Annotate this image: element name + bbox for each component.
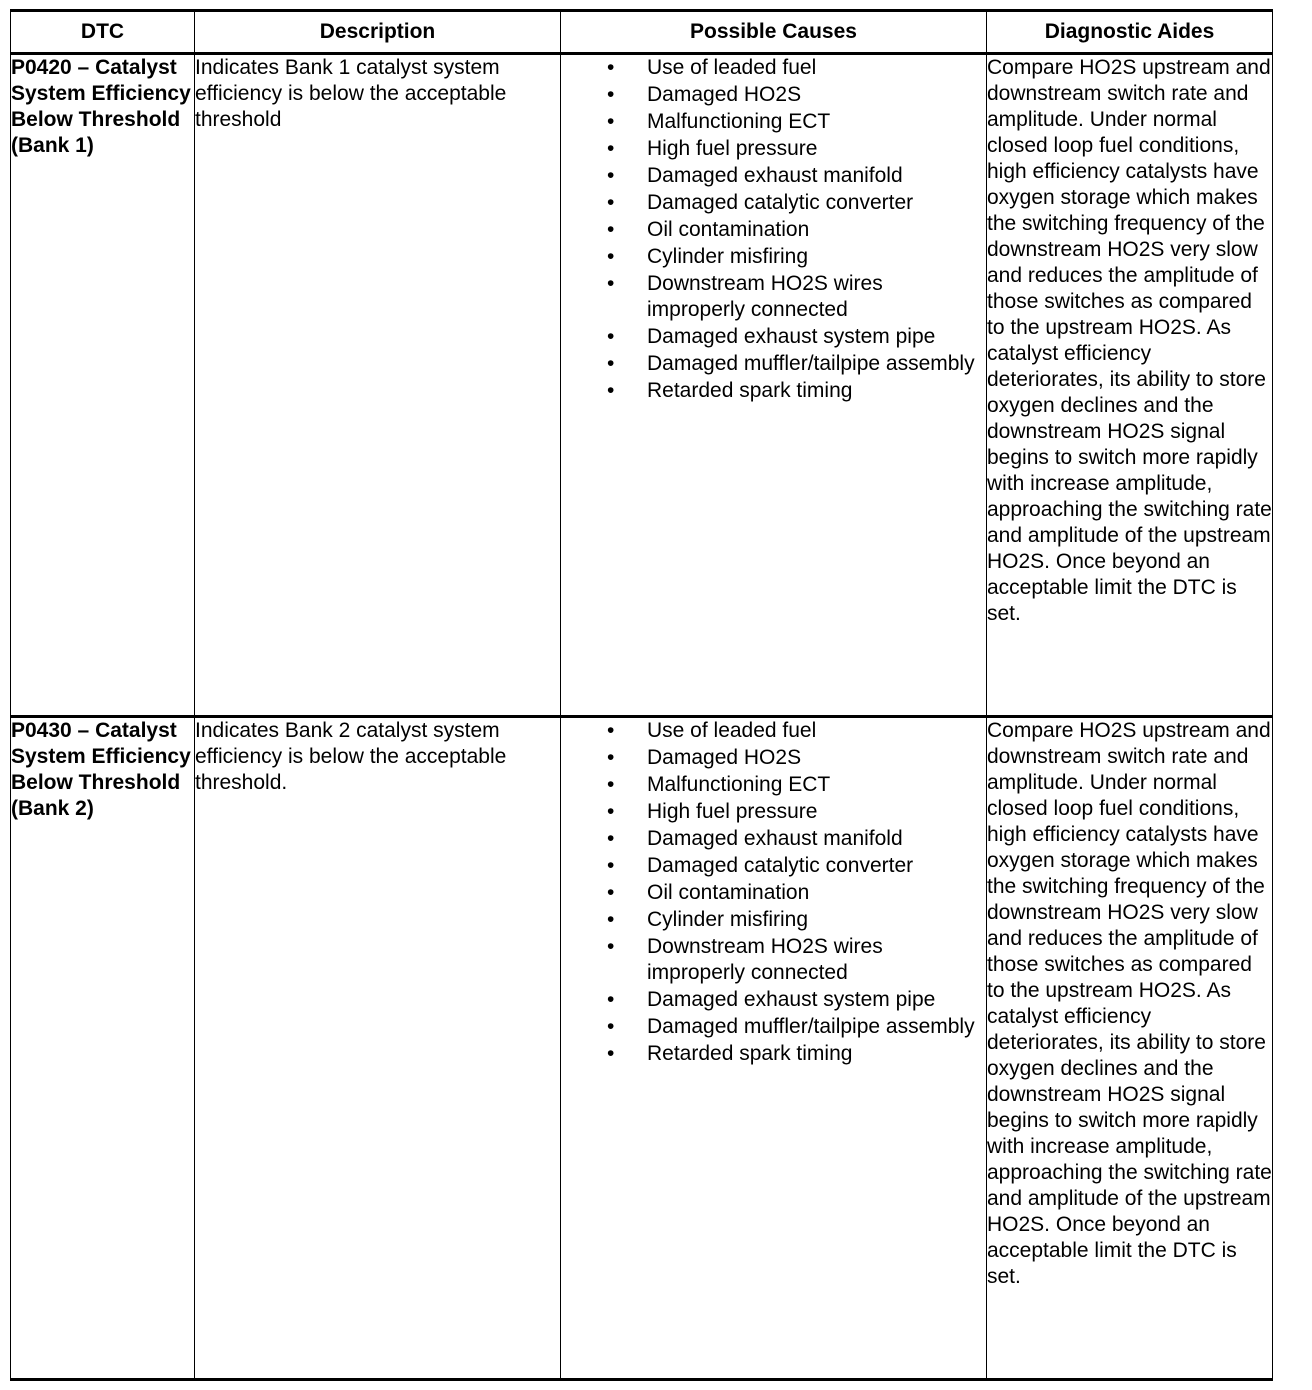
cause-text: Cylinder misfiring (647, 908, 809, 931)
cause-item (561, 718, 986, 744)
bullet-icon: • (607, 245, 615, 268)
cause-item (561, 987, 986, 1013)
bullet-icon: • (607, 325, 615, 348)
cause-item (561, 934, 986, 986)
bullet-icon: • (607, 379, 615, 402)
dtc-code-cell: P0420 – Catalyst System Efficiency Below Threshold (Bank 1) (11, 54, 195, 717)
cause-item (561, 378, 986, 404)
cause-item (561, 880, 986, 906)
cause-item (561, 826, 986, 852)
cause-item (561, 217, 986, 243)
bullet-icon: • (607, 935, 615, 958)
bullet-icon: • (607, 854, 615, 877)
cause-text: Damaged HO2S (647, 83, 802, 106)
cause-text: Damaged muffler/tailpipe assembly (647, 352, 975, 375)
header-dtc: DTC (11, 11, 195, 54)
diagnostic-aides-cell: Compare HO2S upstream and downstream switch rate and amplitude. Under normal closed loop fuel conditions, high efficiency catalysts have oxygen storage which makes the switching frequency of the downstream HO2S very slow and reduces the amplitude of those switches as compared to the upstream HO2S. As catalyst efficiency deteriorates, its ability to store oxygen declines and the downstream HO2S signal begins to switch more rapidly with increase amplitude, approaching the switching rate and amplitude of the upstream HO2S. Once beyond an acceptable limit the DTC is set. (987, 717, 1273, 1380)
description-cell: Indicates Bank 1 catalyst system efficiency is below the acceptable threshold (195, 54, 561, 717)
cause-item (561, 351, 986, 377)
cause-text: Cylinder misfiring (647, 245, 809, 268)
cause-text: Damaged exhaust system pipe (647, 988, 936, 1011)
cause-list (561, 55, 986, 404)
dtc-code-cell: P0430 – Catalyst System Efficiency Below Threshold (Bank 2) (11, 717, 195, 1380)
cause-item (561, 1014, 986, 1040)
bullet-icon: • (607, 908, 615, 931)
cause-item (561, 244, 986, 270)
cause-text: Retarded spark timing (647, 1042, 853, 1065)
bullet-icon: • (607, 881, 615, 904)
cause-text: Damaged exhaust manifold (647, 827, 903, 850)
cause-item (561, 163, 986, 189)
header-row (11, 11, 1273, 54)
table-row (11, 717, 1273, 1380)
cause-text: Damaged HO2S (647, 746, 802, 769)
cause-text: High fuel pressure (647, 800, 818, 823)
bullet-icon: • (607, 827, 615, 850)
cause-text: High fuel pressure (647, 137, 818, 160)
cause-item (561, 82, 986, 108)
cause-text: Damaged exhaust manifold (647, 164, 903, 187)
bullet-icon: • (607, 800, 615, 823)
cause-text: Use of leaded fuel (647, 56, 817, 79)
cause-item (561, 772, 986, 798)
cause-text: Retarded spark timing (647, 379, 853, 402)
cause-text: Downstream HO2S wires improperly connected (647, 935, 883, 984)
possible-causes-cell (561, 54, 987, 717)
table-row (11, 54, 1273, 717)
bullet-icon: • (607, 773, 615, 796)
bullet-icon: • (607, 218, 615, 241)
header-possible-causes: Possible Causes (561, 11, 987, 54)
cause-item (561, 190, 986, 216)
cause-text: Malfunctioning ECT (647, 110, 831, 133)
bullet-icon: • (607, 1042, 615, 1065)
cause-text: Damaged muffler/tailpipe assembly (647, 1015, 975, 1038)
cause-text: Damaged catalytic converter (647, 191, 914, 214)
cause-list (561, 718, 986, 1067)
bullet-icon: • (607, 191, 615, 214)
bullet-icon: • (607, 719, 615, 742)
bullet-icon: • (607, 352, 615, 375)
possible-causes-cell (561, 717, 987, 1380)
cause-item (561, 271, 986, 323)
cause-item (561, 136, 986, 162)
bullet-icon: • (607, 137, 615, 160)
bullet-icon: • (607, 272, 615, 295)
cause-text: Oil contamination (647, 218, 810, 241)
cause-item (561, 324, 986, 350)
cause-item (561, 799, 986, 825)
bullet-icon: • (607, 988, 615, 1011)
bullet-icon: • (607, 83, 615, 106)
cause-item (561, 109, 986, 135)
cause-item (561, 1041, 986, 1067)
cause-text: Damaged catalytic converter (647, 854, 914, 877)
cause-text: Use of leaded fuel (647, 719, 817, 742)
bullet-icon: • (607, 746, 615, 769)
description-cell: Indicates Bank 2 catalyst system efficiency is below the acceptable threshold. (195, 717, 561, 1380)
bullet-icon: • (607, 1015, 615, 1038)
cause-item (561, 55, 986, 81)
diagnostic-aides-cell: Compare HO2S upstream and downstream switch rate and amplitude. Under normal closed loop fuel conditions, high efficiency catalysts have oxygen storage which makes the switching frequency of the downstream HO2S very slow and reduces the amplitude of those switches as compared to the upstream HO2S. As catalyst efficiency deteriorates, its ability to store oxygen declines and the downstream HO2S signal begins to switch more rapidly with increase amplitude, approaching the switching rate and amplitude of the upstream HO2S. Once beyond an acceptable limit the DTC is set. (987, 54, 1273, 717)
dtc-table (10, 9, 1273, 1381)
header-description: Description (195, 11, 561, 54)
cause-text: Oil contamination (647, 881, 810, 904)
cause-text: Damaged exhaust system pipe (647, 325, 936, 348)
header-diagnostic-aides: Diagnostic Aides (987, 11, 1273, 54)
bullet-icon: • (607, 56, 615, 79)
bullet-icon: • (607, 110, 615, 133)
bullet-icon: • (607, 164, 615, 187)
cause-item (561, 907, 986, 933)
cause-text: Malfunctioning ECT (647, 773, 831, 796)
cause-item (561, 745, 986, 771)
cause-text: Downstream HO2S wires improperly connected (647, 272, 883, 321)
cause-item (561, 853, 986, 879)
